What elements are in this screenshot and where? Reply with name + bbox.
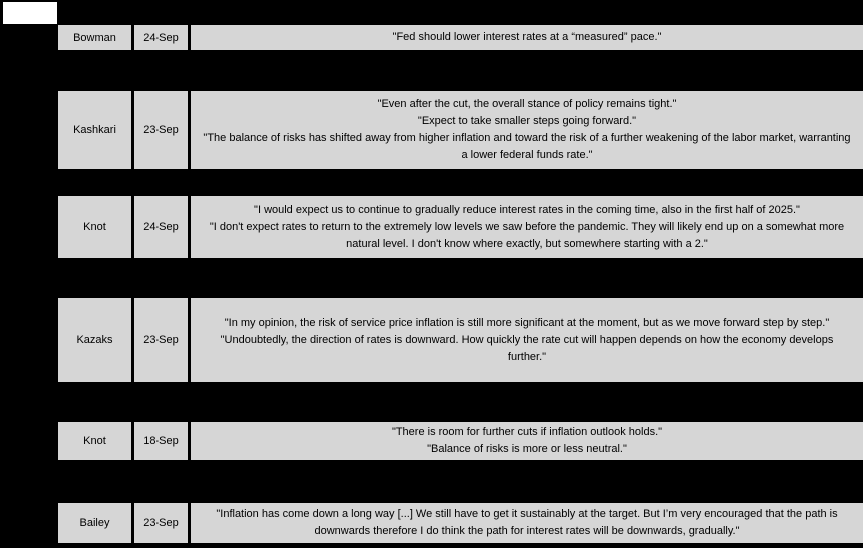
speaker-name: Bowman — [73, 31, 116, 44]
speaker-name: Bailey — [79, 517, 110, 529]
date-value: 23-Sep — [143, 517, 179, 529]
quote-line: "Even after the cut, the overall stance of policy remains tight." — [377, 98, 677, 110]
date-value: 24-Sep — [143, 31, 179, 44]
date-cell — [134, 298, 188, 382]
date-cell — [134, 25, 188, 50]
table-row — [58, 196, 863, 258]
table-row — [58, 503, 863, 543]
quote-line: "Balance of risks is more or less neutral." — [427, 443, 627, 455]
date-value: 18-Sep — [143, 435, 179, 447]
speaker-name-cell — [58, 422, 131, 460]
speaker-name-cell — [58, 25, 131, 50]
quote-line: "Inflation has come down a long way [...] We still have to get it sustainably at the target. But I’m very encouraged that the path is downwards therefore I do think the path for interest rates will be downwards, gradually." — [216, 508, 838, 537]
speaker-name: Kazaks — [76, 334, 113, 346]
table-row — [58, 25, 863, 50]
quote-line: "Undoubtedly, the direction of rates is downward. How quickly the rate cut will happen depends on how the economy develops further." — [220, 333, 834, 363]
date-cell — [134, 91, 188, 169]
date-cell — [134, 422, 188, 460]
date-cell — [134, 503, 188, 543]
quote-cell — [191, 25, 863, 50]
quote-cell — [191, 422, 863, 460]
quote-cell — [191, 298, 863, 382]
speaker-name-cell — [58, 91, 131, 169]
quote-line: "The balance of risks has shifted away from higher inflation and toward the risk of a further weakening of the labor market, warranting a lower federal funds rate." — [203, 132, 851, 161]
speaker-name: Knot — [83, 435, 106, 447]
speaker-name-cell — [58, 503, 131, 543]
speaker-name: Kashkari — [73, 124, 116, 136]
table-row — [58, 91, 863, 169]
date-value: 24-Sep — [143, 221, 179, 233]
quote-line: "I would expect us to continue to gradually reduce interest rates in the coming time, also in the first half of 2025." — [254, 203, 800, 216]
date-value: 23-Sep — [143, 124, 179, 136]
speaker-name-cell — [58, 196, 131, 258]
speaker-name-cell — [58, 298, 131, 382]
speaker-name: Knot — [83, 221, 106, 233]
table-row — [58, 422, 863, 460]
quote-line: "Fed should lower interest rates at a “measured” pace." — [392, 31, 662, 43]
quote-cell — [191, 503, 863, 543]
table-row — [58, 298, 863, 382]
quote-line: "In my opinion, the risk of service price inflation is still more significant at the moment, but as we move forward step by step." — [224, 316, 830, 329]
quote-cell — [191, 196, 863, 258]
quote-line: "Expect to take smaller steps going forward." — [417, 115, 637, 127]
date-cell — [134, 196, 188, 258]
quote-line: "There is room for further cuts if inflation outlook holds." — [391, 426, 663, 438]
quote-line: "I don't expect rates to return to the extremely low levels we saw before the pandemic. They will likely end up on a somewhat more natural level. I don't know where exactly, but somewhere starting with a 2." — [209, 220, 845, 250]
quote-cell — [191, 91, 863, 169]
date-value: 23-Sep — [143, 334, 179, 346]
